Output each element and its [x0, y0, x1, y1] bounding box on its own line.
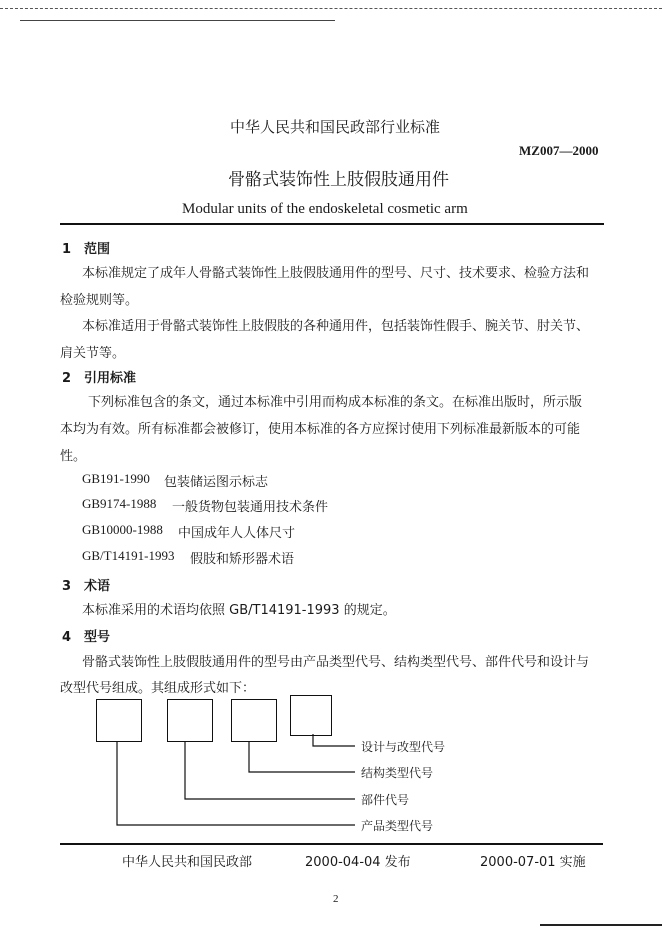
label-product-type-code: 产品类型代号	[361, 819, 434, 833]
connector-design-revision	[313, 734, 355, 746]
reference-title: 假肢和矫形器术语	[190, 552, 295, 567]
label-design-revision-code: 设计与改型代号	[361, 740, 446, 754]
reference-title: 包装储运图示标志	[164, 475, 269, 490]
section-1-paragraph-1-line-1: 本标准规定了成年人骨骼式装饰性上肢假肢通用件的型号、尺寸、技术要求、检验方法和	[82, 266, 590, 281]
reference-code: GB191-1990	[82, 471, 150, 486]
section-1-paragraph-1-line-2: 检验规则等。	[60, 293, 139, 308]
title-chinese: 骨骼式装饰性上肢假肢通用件	[228, 170, 449, 190]
connector-product-type	[117, 741, 355, 825]
title-english: Modular units of the endoskeletal cosmetic arm	[182, 201, 468, 217]
effective-date: 2000-07-01 实施	[480, 855, 586, 870]
reference-title: 中国成年人人体尺寸	[178, 526, 296, 541]
reference-code: GB9174-1988	[82, 496, 157, 511]
section-1-paragraph-2-line-1: 本标准适用于骨骼式装饰性上肢假肢的各种通用件，包括装饰性假手、腕关节、肘关节、	[82, 319, 590, 334]
section-2-paragraph-line-3: 性。	[60, 449, 87, 464]
section-4-paragraph-line-2: 改型代号组成。其组成形式如下：	[60, 681, 256, 696]
reference-code: GB/T14191-1993	[82, 548, 175, 563]
section-3-paragraph: 本标准采用的术语均依照 GB/T14191-1993 的规定。	[82, 603, 396, 618]
standard-category: 中华人民共和国民政部行业标准	[230, 118, 441, 136]
reference-title: 一般货物包装通用技术条件	[172, 500, 329, 515]
section-4-heading: 4 型号	[62, 630, 111, 645]
section-2-heading: 2 引用标准	[62, 371, 137, 386]
footer-rule	[60, 843, 603, 845]
connector-component	[185, 741, 355, 799]
issuer: 中华人民共和国民政部	[122, 855, 253, 870]
section-1-paragraph-2-line-2: 肩关节等。	[60, 346, 126, 361]
section-2-paragraph-line-2: 本均为有效。所有标准都会被修订，使用本标准的各方应探讨使用下列标准最新版本的可能	[60, 422, 581, 437]
section-2-paragraph-line-1: 下列标准包含的条文，通过本标准中引用而构成本标准的条文。在标准出版时，所示版	[88, 395, 583, 410]
section-3-heading: 3 术语	[62, 579, 111, 594]
label-structure-type-code: 结构类型代号	[361, 766, 434, 780]
section-4-paragraph-line-1: 骨骼式装饰性上肢假肢通用件的型号由产品类型代号、结构类型代号、部件代号和设计与	[82, 655, 590, 670]
section-1-heading: 1 范围	[62, 242, 111, 257]
standard-code: MZ007—2000	[519, 143, 599, 158]
page-number: 2	[333, 893, 339, 905]
label-component-code: 部件代号	[361, 793, 410, 807]
reference-code: GB10000-1988	[82, 522, 163, 537]
issue-date: 2000-04-04 发布	[305, 855, 411, 870]
bottom-scan-line	[540, 924, 662, 926]
